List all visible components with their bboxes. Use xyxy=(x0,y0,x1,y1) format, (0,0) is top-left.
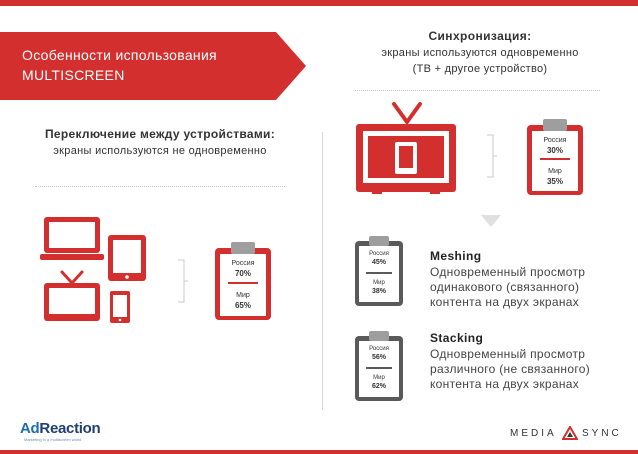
adreaction-tagline: Marketing in a multiscreen world xyxy=(24,437,82,442)
stacking-body-line1: Одновременный просмотр xyxy=(430,347,586,361)
banner-title-line1: Особенности использования xyxy=(22,47,217,63)
meshing-body xyxy=(430,265,585,310)
stacking-clip-value-world: 62% xyxy=(371,383,386,390)
sync-clip-label-world: Мир xyxy=(548,168,562,175)
top-accent-bar xyxy=(0,0,638,6)
title-banner xyxy=(0,32,308,100)
switching-dotted-divider xyxy=(35,186,285,187)
sync-clip-value-russia: 30% xyxy=(546,146,563,155)
switching-stats-clipboard xyxy=(214,240,272,320)
sync-description-line1: экраны используются одновременно xyxy=(381,47,579,59)
mediasync-logo-sync: SYNC xyxy=(582,428,622,439)
switching-clip-label-russia: Россия xyxy=(231,260,255,267)
small-tv-icon xyxy=(44,272,100,321)
clipboard-icon xyxy=(354,329,404,401)
stacking-title: Stacking xyxy=(430,331,484,345)
clipboard-icon xyxy=(354,234,404,306)
mediasync-logo-media: MEDIA xyxy=(510,428,557,439)
switching-clip-label-world: Мир xyxy=(236,292,250,299)
meshing-body-line2: одинакового (связанного) xyxy=(430,280,580,294)
sync-description-line2: (ТВ + другое устройство) xyxy=(412,63,548,75)
meshing-clip-value-russia: 45% xyxy=(371,259,386,266)
switching-description: экраны используются не одновременно xyxy=(53,145,267,157)
switching-clip-value-russia: 70% xyxy=(234,269,251,278)
sync-stats-clipboard xyxy=(526,117,584,195)
stacking-body xyxy=(430,347,590,392)
sync-dotted-divider xyxy=(355,90,600,91)
adreaction-logo-reaction: Reaction xyxy=(39,420,101,437)
stacking-clip-label-russia: Россия xyxy=(369,346,389,352)
sync-clip-value-world: 35% xyxy=(546,177,563,186)
switching-title: Переключение между устройствами: xyxy=(44,127,276,141)
meshing-clip-label-world: Мир xyxy=(373,280,385,286)
meshing-clip-label-russia: Россия xyxy=(369,251,389,257)
meshing-body-line3: контента на двух экранах xyxy=(430,295,580,309)
bottom-accent-bar xyxy=(0,450,638,454)
switching-clip-value-world: 65% xyxy=(234,301,251,310)
stacking-clip-value-russia: 56% xyxy=(371,354,386,361)
adreaction-logo-ad: Ad xyxy=(20,420,40,437)
banner-title-line2: MULTISCREEN xyxy=(22,67,125,83)
adreaction-logo xyxy=(20,420,100,437)
vertical-divider xyxy=(322,132,323,410)
phone-icon xyxy=(110,291,130,323)
meshing-clip-value-world: 38% xyxy=(371,288,386,295)
sync-bracket xyxy=(485,133,497,179)
banner-title xyxy=(22,45,217,85)
mediasync-logo-icon xyxy=(562,426,578,440)
meshing-stats-clipboard xyxy=(354,234,404,306)
tablet-icon xyxy=(108,235,146,281)
tv-with-phone-icon xyxy=(354,100,460,198)
down-arrow-icon xyxy=(481,215,501,227)
stacking-stats-clipboard xyxy=(354,329,404,401)
laptop-icon xyxy=(40,217,104,260)
meshing-body-line1: Одновременный просмотр xyxy=(430,265,586,279)
devices-icon-group xyxy=(40,215,180,325)
meshing-title: Meshing xyxy=(430,249,482,263)
stacking-body-line2: различного (не связанного) xyxy=(430,362,591,376)
stacking-clip-label-world: Мир xyxy=(373,375,385,381)
sync-description xyxy=(330,45,630,77)
switching-bracket xyxy=(176,258,188,304)
sync-title: Синхронизация: xyxy=(428,29,532,43)
sync-clip-label-russia: Россия xyxy=(543,137,567,144)
stacking-body-line3: контента на двух экранах xyxy=(430,377,580,391)
